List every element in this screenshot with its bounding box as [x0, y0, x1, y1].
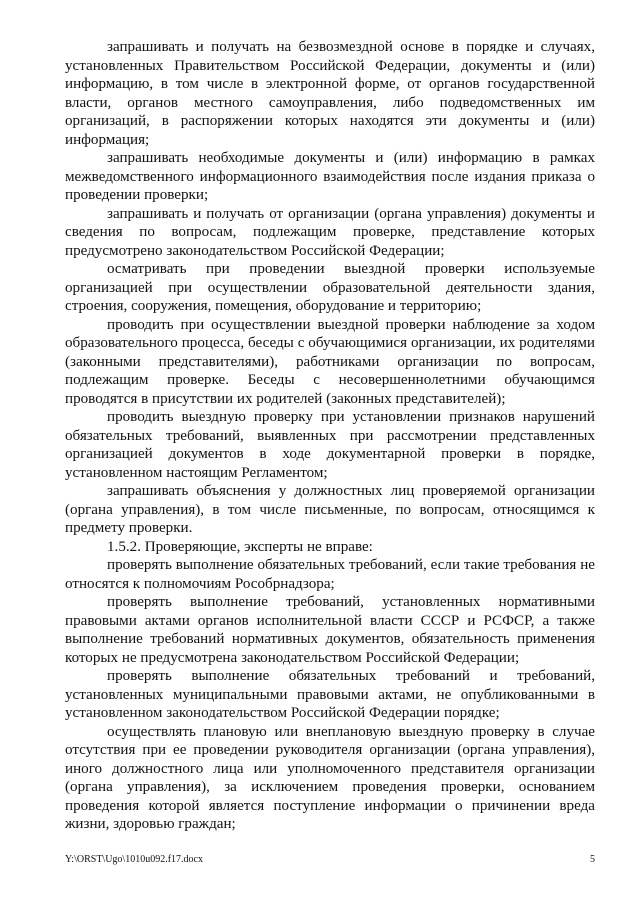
paragraph-observe-process: проводить при осуществлении выездной проверки наблюдение за ходом образовательного процесса, беседы с обучающимися организации, их родителями (законными представителями), работниками организации по вопросам, подлежащим проверке. Беседы с несовершеннолетними обучающимся проводятся в присутствии их родителей (законных представителей);: [65, 316, 595, 407]
paragraph-inspect-premises: осматривать при проведении выездной проверки используемые организацией при осуществлении образовательной деятельности здания, строения, сооружения, помещения, оборудование и территорию;: [65, 261, 595, 314]
section-heading-1-5-2: 1.5.2. Проверяющие, эксперты не вправе:: [107, 538, 373, 555]
paragraph-request-documents-agencies: запрашивать и получать на безвозмездной основе в порядке и случаях, установленных Правительством Российской Федерации, документы и (или) информацию, в том числе в электронной форме, от органов государственной власти, органов местного самоуправления, либо подведомственных им организаций, в распоряжении которых находятся эти документы и (или) информация;: [65, 39, 595, 148]
page-number: 5: [590, 854, 595, 865]
paragraph-request-explanations: запрашивать объяснения у должностных лиц проверяемой организации (органа управления), в том числе письменные, по вопросам, относящимся к предмету проверки.: [65, 483, 595, 536]
paragraph-no-inspection-without-head: осуществлять плановую или внеплановую выездную проверку в случае отсутствия при ее проведении руководителя организации (органа управления), иного должностного лица или уполномоченного представителя организации (органа управления), за исключением проведения проверки, основанием проведения которой является поступление информации о причинении вреда жизни, здоровью граждан;: [65, 723, 595, 832]
footer-file-path: Y:\ORST\Ugo\1010u092.f17.docx: [65, 854, 203, 865]
paragraph-onsite-inspection: проводить выездную проверку при установлении признаков нарушений обязательных требований, выявленных при рассмотрении представленных организацией документов в ходе документарной проверки в порядке, установленном настоящим Регламентом;: [65, 409, 595, 481]
paragraph-no-check-outside-authority: проверять выполнение обязательных требований, если такие требования не относятся к полномочиям Рособрнадзора;: [65, 557, 595, 592]
paragraph-request-organization-documents: запрашивать и получать от организации (органа управления) документы и сведения по вопросам, подлежащим проверке, представление которых предусмотрено законодательством Российской Федерации;: [65, 205, 595, 259]
paragraph-no-check-ussr-acts: проверять выполнение требований, установленных нормативными правовыми актами органов исполнительной власти СССР и РСФСР, а также выполнение требований нормативных документов, обязательность применения которых не предусмотрена законодательством Российской Федерации;: [65, 594, 595, 666]
paragraph-request-interagency: запрашивать необходимые документы и (или) информацию в рамках межведомственного информационного взаимодействия после издания приказа о проведении проверки;: [65, 150, 595, 203]
page-footer: [65, 853, 595, 867]
document-body: [65, 38, 595, 834]
paragraph-no-check-unpublished-acts: проверять выполнение обязательных требований и требований, установленных муниципальными правовыми актами, не опубликованными в установленном законодательством Российской Федерации порядке;: [65, 668, 595, 721]
